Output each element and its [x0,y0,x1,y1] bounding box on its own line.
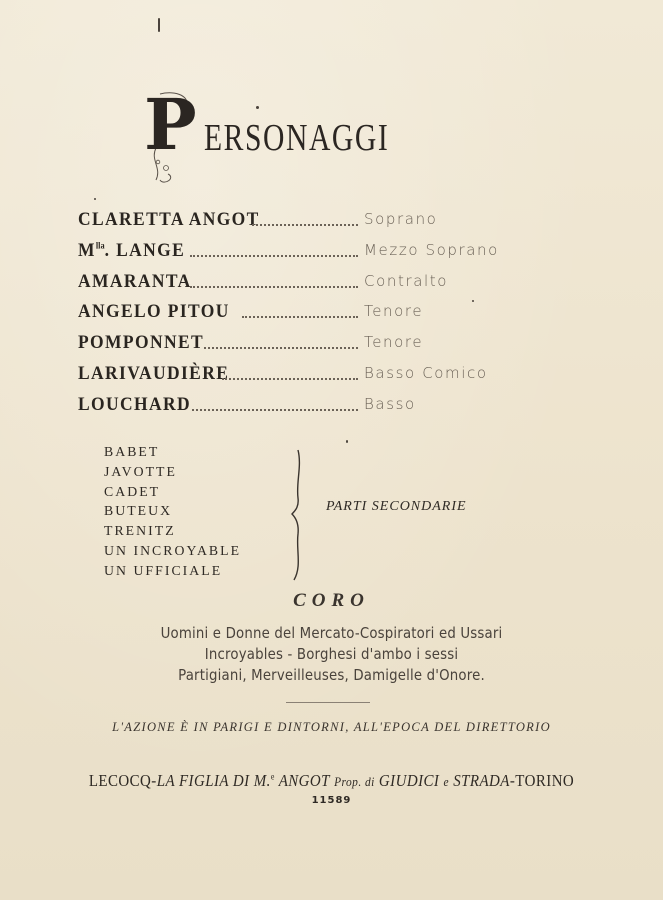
cast-role: Basso [364,394,416,413]
coro-heading: CORO [293,590,370,611]
cast-role: Basso Comico [364,363,488,382]
paper-fleck [94,198,96,200]
leader-dots [190,253,358,257]
cast-name: $M^{lla}$. LANGE [78,239,186,261]
leader-dots [192,407,358,411]
minor-role: BUTEUX [104,503,173,519]
minor-role: CADET [104,483,161,499]
cast-row [78,392,518,423]
coro-line: Incroyables - Borghesi d'ambo i sessi [204,645,459,663]
minor-role: UN UFFICIALE [104,562,223,578]
page-title [140,83,460,188]
leader-dots [204,345,358,349]
title-text: ERSONAGGI [204,117,390,159]
cast-name: LOUCHARD [78,393,192,415]
plate-number: 11589 [311,795,352,806]
cast-role: Tenore [364,333,424,352]
cast-row [78,238,518,269]
cast-role: Soprano [364,210,438,228]
cast-role: Contralto [364,271,449,290]
leader-dots [222,376,358,380]
divider-rule [286,702,370,703]
publisher-imprint: LECOCQ-LA FIGLIA DI M.$^e$ ANGOT Prop. di GIUDICI e STRADA-TORINO [88,771,575,790]
minor-role: BABET [104,444,160,459]
minor-role: UN INCROYABLE [104,542,242,558]
brace-ornament [284,446,308,584]
cast-role: Mezzo Soprano [364,240,499,259]
cast-row [78,361,518,392]
minor-roles-label: PARTI SECONDARIE [326,499,467,514]
cast-name: POMPONNET [78,332,205,354]
cast-row [78,207,518,238]
paper-fleck [158,18,160,32]
leader-dots [190,284,358,288]
cast-name: ANGELO PITOU [78,301,230,323]
minor-role: JAVOTTE [104,463,177,479]
leader-dots [252,222,358,226]
paper-fleck [256,106,259,109]
cast-row [78,330,518,361]
coro-line: Uomini e Donne del Mercato-Cospiratori ed Ussari [160,624,503,642]
leader-dots [242,314,358,318]
coro-line: Partigiani, Merveilleuses, Damigelle d'Onore. [178,666,485,684]
minor-roles-list [104,442,242,581]
paper-fleck [346,440,348,443]
cast-role: Tenore [364,302,424,321]
cast-row [78,299,518,330]
paper-fleck [472,300,474,302]
cast-name: AMARANTA [78,270,192,292]
setting-note: L'AZIONE È IN PARIGI E DINTORNI, ALL'EPOCA DEL DIRETTORIO [112,720,551,734]
title-initial: P [144,83,197,166]
minor-role: TRENITZ [104,523,176,539]
cast-name: LARIVAUDIÈRE [78,362,230,384]
cast-name: CLARETTA ANGOT [78,209,260,230]
cast-list [78,207,518,423]
cast-row [78,269,518,300]
